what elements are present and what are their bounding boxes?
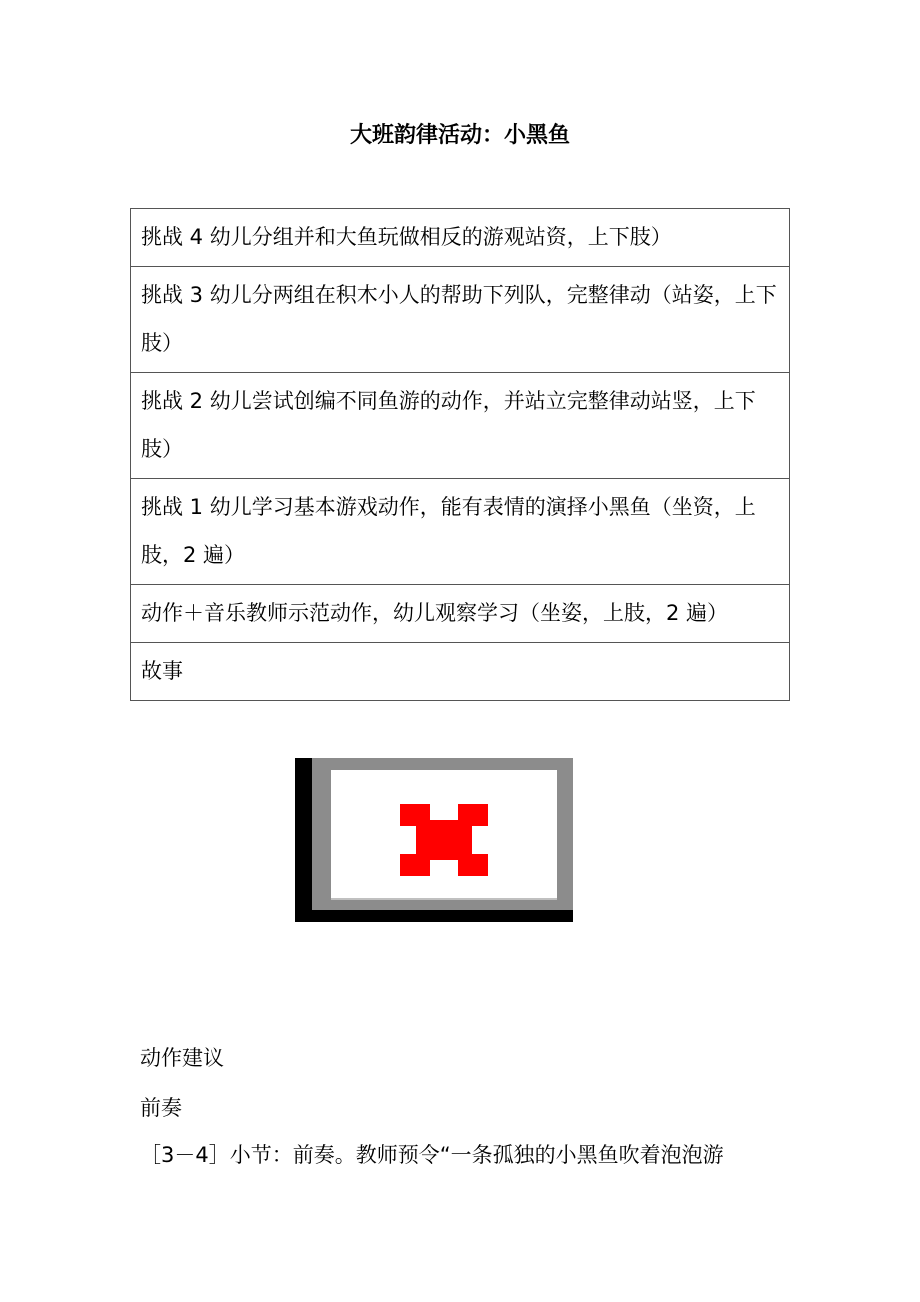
table-row — [131, 643, 790, 701]
table-cell: 挑战 2 幼儿尝试创编不同鱼游的动作，并站立完整律动站竖，上下肢） — [131, 373, 790, 479]
page-title: 大班韵律活动：小黑鱼 — [349, 123, 570, 148]
table-cell: 故事 — [131, 643, 790, 701]
table-row — [131, 267, 790, 373]
broken-image-icon — [400, 804, 488, 876]
table-cell: 挑战 3 幼儿分两组在积木小人的帮助下列队，完整律动（站姿，上下肢） — [131, 267, 790, 373]
section-heading: 动作建议 — [140, 1046, 224, 1070]
table-row — [131, 373, 790, 479]
body-paragraph: ［3－4］小节：前奏。教师预令“一条孤独的小黑鱼吹着泡泡游 — [140, 1143, 724, 1167]
steps-table — [130, 208, 790, 701]
subsection-heading: 前奏 — [140, 1096, 182, 1120]
table-cell: 挑战 1 幼儿学习基本游戏动作，能有表情的演择小黑鱼（坐资，上肢，2 遍） — [131, 479, 790, 585]
table-row — [131, 209, 790, 267]
table-cell: 动作＋音乐教师示范动作，幼儿观察学习（坐姿，上肢，2 遍） — [131, 585, 790, 643]
table-row — [131, 585, 790, 643]
table-row — [131, 479, 790, 585]
table-cell: 挑战 4 幼儿分组并和大鱼玩做相反的游观站资，上下肢） — [131, 209, 790, 267]
